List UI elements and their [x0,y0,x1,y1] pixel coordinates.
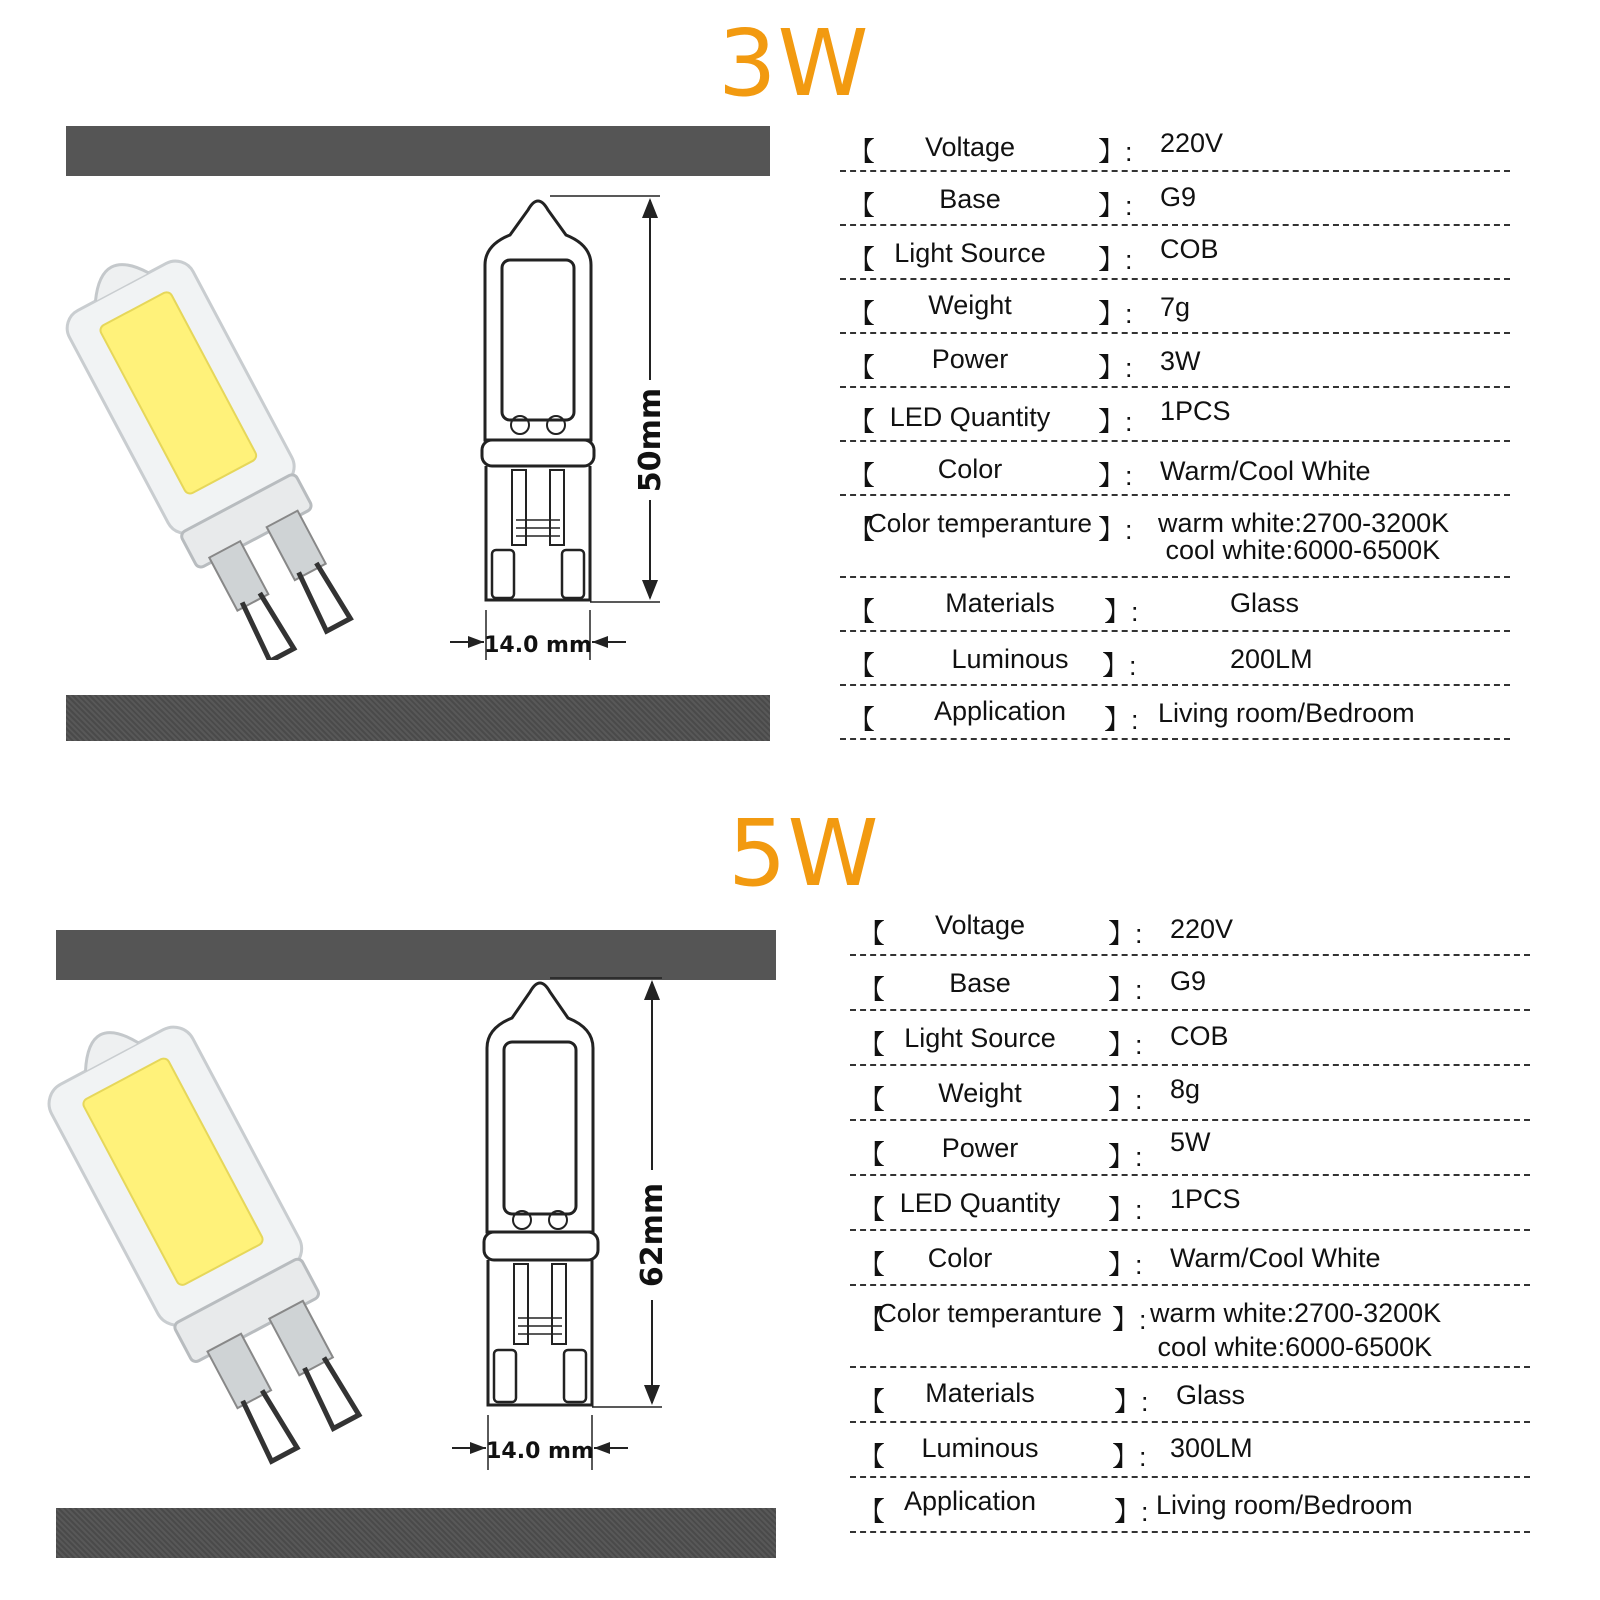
bracket-close: 】: [1098,191,1133,221]
spec-label: Weight [938,1078,1022,1108]
height-dimension-label: 62mm [635,1182,670,1288]
bracket-close: 】: [1108,1195,1143,1225]
bracket-open: 【 [858,1030,885,1060]
spec-value: Warm/Cool White [1160,456,1371,486]
bracket-close: 】: [1102,651,1137,681]
spec-row-application [840,686,1510,740]
bracket-open: 【 [858,1195,885,1225]
spec-value: Living room/Bedroom [1158,698,1415,728]
spec-row-weight [840,280,1510,334]
spec-label: Color [927,1243,993,1273]
spec-value: 200LM [1230,644,1313,674]
spec-value: warm white:2700-3200K cool white:6000-6500K [1150,1298,1442,1362]
spec-label: LED Quantity [889,402,1051,432]
spec-row-materials [840,578,1510,632]
section-title: 5W [728,800,880,907]
spec-value: COB [1160,234,1219,264]
bracket-open: 【 [848,515,875,545]
spec-row-power [840,334,1510,388]
spec-row-application [850,1478,1530,1533]
bracket-open: 【 [848,137,875,167]
spec-label: Materials [945,588,1055,618]
spec-label: LED Quantity [899,1188,1061,1218]
spec-label: Luminous [951,644,1069,674]
bracket-open: 【 [858,1442,885,1472]
spec-row-power [850,1121,1530,1176]
section-5w [0,780,1600,1600]
bracket-open: 【 [848,191,875,221]
backdrop-bar-bottom [66,695,770,741]
bracket-open: 【 [848,407,875,437]
bracket-close: 】: [1098,353,1133,383]
bracket-open: 【 [858,1085,885,1115]
spec-label: Luminous [921,1433,1039,1463]
bracket-open: 【 [848,245,875,275]
spec-row-color [840,442,1510,496]
bracket-close: 】: [1108,1085,1143,1115]
spec-table [850,900,1530,1550]
spec-row-color [850,1231,1530,1286]
bracket-close: 】: [1098,407,1133,437]
bracket-close: 】: [1104,705,1139,735]
spec-label: Power [931,344,1009,374]
bracket-open: 【 [848,597,875,627]
bracket-close: 】: [1114,1387,1149,1417]
width-dimension-label: 14.0 mm [486,1439,594,1464]
bracket-open: 【 [858,1250,885,1280]
bracket-close: 】: [1108,1250,1143,1280]
spec-label: Voltage [924,132,1016,162]
spec-value: COB [1170,1021,1229,1051]
spec-row-weight [850,1066,1530,1121]
bracket-open: 【 [858,1140,885,1170]
spec-value: Warm/Cool White [1170,1243,1381,1273]
bracket-close: 】: [1098,245,1133,275]
bracket-close: 】: [1112,1442,1147,1472]
spec-row-voltage [850,900,1530,956]
backdrop-bar-bottom [56,1508,776,1558]
spec-label: Voltage [934,910,1026,940]
backdrop-bar-top [66,126,770,176]
spec-value: Glass [1176,1380,1246,1410]
bracket-open: 【 [848,461,875,491]
spec-label: Application [933,696,1067,726]
spec-table [840,120,1510,740]
spec-row-led-quantity [850,1176,1530,1231]
spec-row-color-temperature [850,1286,1530,1368]
bracket-open: 【 [848,353,875,383]
bracket-close: 】: [1112,1305,1147,1335]
bracket-open: 【 [858,1497,885,1527]
spec-label: Color temperanture [878,1298,1102,1328]
bulb-photo [20,240,450,660]
bracket-open: 【 [858,1387,885,1417]
spec-row-materials [850,1368,1530,1423]
spec-value: Glass [1230,588,1300,618]
bracket-open: 【 [858,919,885,949]
dimension-diagram [450,190,690,670]
bracket-close: 】: [1098,299,1133,329]
spec-row-base [850,956,1530,1011]
bulb-photo [10,1000,450,1470]
spec-value: 220V [1160,128,1224,158]
spec-label: Weight [928,290,1012,320]
spec-value: warm white:2700-3200K cool white:6000-6500K [1158,508,1450,565]
spec-label: Color temperanture [868,508,1092,538]
spec-label: Application [903,1486,1037,1516]
bracket-close: 】: [1098,461,1133,491]
bracket-close: 】: [1108,975,1143,1005]
section-3w [0,0,1600,780]
spec-value: 1PCS [1170,1184,1241,1214]
bracket-close: 】: [1108,1030,1143,1060]
spec-value: 1PCS [1160,396,1231,426]
spec-value: G9 [1170,966,1207,996]
spec-label: Light Source [894,238,1046,268]
spec-value: 5W [1170,1127,1211,1157]
spec-label: Light Source [904,1023,1056,1053]
spec-row-color-temperature [840,496,1510,578]
spec-row-led-quantity [840,388,1510,442]
spec-row-luminous [850,1423,1530,1478]
spec-value: 300LM [1170,1433,1253,1463]
bracket-open: 【 [848,299,875,329]
spec-row-light-source [840,226,1510,280]
spec-value: Living room/Bedroom [1156,1490,1413,1520]
spec-label: Materials [925,1378,1035,1408]
bracket-open: 【 [848,705,875,735]
bracket-close: 】: [1108,1142,1143,1172]
spec-label: Base [939,184,1001,214]
spec-label: Color [937,454,1003,484]
width-dimension-label: 14.0 mm [484,633,592,658]
spec-row-light-source [850,1011,1530,1066]
spec-label: Power [941,1133,1019,1163]
bracket-close: 】: [1108,919,1143,949]
spec-row-base [840,172,1510,226]
bracket-open: 【 [848,651,875,681]
spec-row-voltage [840,120,1510,172]
height-dimension-label: 50mm [633,387,668,493]
spec-label: Base [949,968,1011,998]
spec-value: 220V [1170,914,1234,944]
section-title: 3W [718,10,870,117]
bracket-close: 】: [1104,597,1139,627]
bracket-close: 】: [1098,137,1133,167]
bracket-close: 】: [1098,515,1133,545]
spec-value: G9 [1160,182,1197,212]
bracket-close: 】: [1114,1497,1149,1527]
bracket-open: 【 [858,1305,885,1335]
bracket-open: 【 [858,975,885,1005]
spec-value: 3W [1160,346,1201,376]
dimension-diagram [450,970,690,1480]
spec-row-luminous [840,632,1510,686]
spec-value: 8g [1170,1074,1201,1104]
spec-value: 7g [1160,292,1191,322]
